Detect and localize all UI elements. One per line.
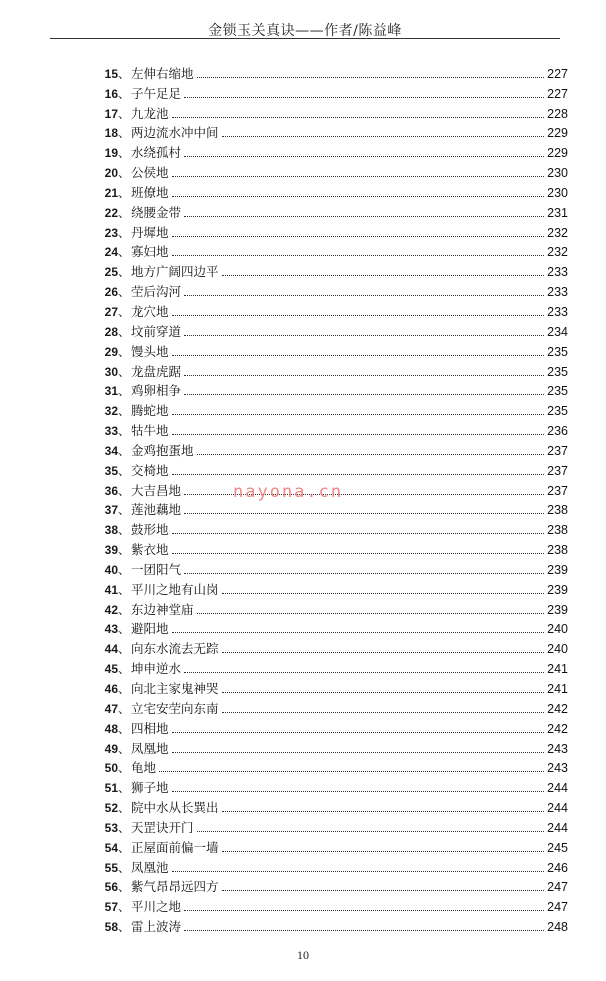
toc-entry-number: 50 <box>104 761 118 776</box>
toc-entry[interactable] <box>88 280 568 300</box>
toc-entry[interactable] <box>88 776 568 796</box>
toc-entry-separator: 、 <box>118 205 131 220</box>
toc-entry-page: 239 <box>547 562 568 577</box>
toc-entry-separator: 、 <box>118 483 131 498</box>
toc-entry[interactable] <box>88 737 568 757</box>
toc-entry-page: 238 <box>547 523 568 538</box>
toc-entry-title: 九龙池 <box>131 105 169 121</box>
toc-entry-number: 25 <box>104 265 118 280</box>
toc-entry[interactable] <box>88 439 568 459</box>
toc-entry-number: 15 <box>104 66 118 81</box>
toc-entry-page: 244 <box>547 820 568 835</box>
toc-entry-number: 18 <box>104 126 118 141</box>
toc-entry-page: 240 <box>547 642 568 657</box>
toc-entry-separator: 、 <box>118 424 131 439</box>
toc-entry-separator: 、 <box>118 761 131 776</box>
toc-dot-leader <box>172 434 545 435</box>
toc-entry-separator: 、 <box>118 166 131 181</box>
toc-entry-number: 42 <box>104 602 118 617</box>
toc-dot-leader <box>159 771 544 772</box>
toc-entry-number: 24 <box>104 245 118 260</box>
toc-entry-page: 227 <box>547 66 568 81</box>
toc-entry[interactable] <box>88 518 568 538</box>
toc-entry-separator: 、 <box>118 582 131 597</box>
toc-entry-separator: 、 <box>118 443 131 458</box>
toc-entry-page: 232 <box>547 225 568 240</box>
toc-entry-separator: 、 <box>118 801 131 816</box>
toc-entry-separator: 、 <box>118 245 131 260</box>
page-number: 10 <box>297 948 309 962</box>
toc-dot-leader <box>172 315 545 316</box>
toc-entry-number: 17 <box>104 106 118 121</box>
toc-entry-title: 坤申逆水 <box>131 661 182 677</box>
toc-entry-title: 地方广阔四边平 <box>131 264 219 280</box>
toc-entry-page: 235 <box>547 384 568 399</box>
toc-entry-number: 53 <box>104 820 118 835</box>
toc-dot-leader <box>184 910 544 911</box>
toc-entry[interactable] <box>88 459 568 479</box>
toc-entry-page: 242 <box>547 721 568 736</box>
toc-entry-number: 21 <box>104 185 118 200</box>
toc-entry-title: 丹墀地 <box>131 224 169 240</box>
toc-entry[interactable] <box>88 637 568 657</box>
toc-dot-leader <box>197 454 545 455</box>
toc-entry[interactable] <box>88 62 568 82</box>
toc-entry-separator: 、 <box>118 503 131 518</box>
toc-entry[interactable] <box>88 558 568 578</box>
toc-entry-page: 248 <box>547 920 568 935</box>
toc-entry[interactable] <box>88 856 568 876</box>
toc-entry-title: 院中水从长巽出 <box>131 800 219 816</box>
toc-dot-leader <box>197 77 545 78</box>
toc-entry-number: 49 <box>104 741 118 756</box>
toc-entry-page: 233 <box>547 285 568 300</box>
toc-entry-separator: 、 <box>118 880 131 895</box>
toc-entry[interactable] <box>88 320 568 340</box>
toc-entry-number: 39 <box>104 543 118 558</box>
toc-entry-title: 两边流水冲中间 <box>131 125 219 141</box>
toc-entry-page: 244 <box>547 781 568 796</box>
toc-dot-leader <box>172 414 545 415</box>
toc-dot-leader <box>172 632 545 633</box>
toc-entry-title: 子午足足 <box>131 85 182 101</box>
toc-entry-separator: 、 <box>118 384 131 399</box>
toc-dot-leader <box>172 752 545 753</box>
toc-dot-leader <box>172 176 545 177</box>
toc-entry[interactable] <box>88 399 568 419</box>
toc-entry-title: 大吉昌地 <box>131 482 182 498</box>
toc-entry-page: 235 <box>547 404 568 419</box>
toc-entry-page: 229 <box>547 126 568 141</box>
toc-entry-title: 凤凰池 <box>131 859 169 875</box>
toc-entry-number: 33 <box>104 424 118 439</box>
toc-entry-separator: 、 <box>118 523 131 538</box>
toc-entry-separator: 、 <box>118 86 131 101</box>
toc-entry-title: 四相地 <box>131 720 169 736</box>
toc-entry-number: 23 <box>104 225 118 240</box>
toc-entry-title: 凤凰地 <box>131 740 169 756</box>
toc-entry-number: 32 <box>104 404 118 419</box>
watermark: nayona.cn <box>233 482 344 502</box>
toc-dot-leader <box>222 712 545 713</box>
toc-entry-title: 天罡诀开门 <box>131 819 194 835</box>
toc-entry-title: 正屋面前偏一墙 <box>131 839 219 855</box>
toc-dot-leader <box>184 375 544 376</box>
toc-entry-separator: 、 <box>118 781 131 796</box>
toc-entry-number: 38 <box>104 523 118 538</box>
toc-dot-leader <box>184 573 544 574</box>
toc-entry-number: 55 <box>104 860 118 875</box>
toc-entry-title: 避阳地 <box>131 621 169 637</box>
toc-entry-separator: 、 <box>118 324 131 339</box>
toc-entry-page: 247 <box>547 880 568 895</box>
toc-entry[interactable] <box>88 757 568 777</box>
toc-entry-number: 29 <box>104 344 118 359</box>
toc-entry[interactable] <box>88 201 568 221</box>
toc-entry-page: 233 <box>547 304 568 319</box>
toc-entry-page: 241 <box>547 682 568 696</box>
toc-entry-separator: 、 <box>118 304 131 319</box>
toc-entry-title: 馒头地 <box>131 343 169 359</box>
toc-entry-title: 绕腰金带 <box>131 204 182 220</box>
toc-entry-number: 41 <box>104 582 118 597</box>
toc-entry-separator: 、 <box>118 860 131 875</box>
toc-entry-number: 37 <box>104 503 118 518</box>
toc-entry-page: 239 <box>547 602 568 617</box>
toc-entry-title: 平川之地 <box>131 899 182 915</box>
toc-dot-leader <box>172 533 545 534</box>
toc-entry-number: 26 <box>104 285 118 300</box>
toc-entry-page: 239 <box>547 582 568 597</box>
toc-entry-separator: 、 <box>118 602 131 617</box>
toc-entry-page: 238 <box>547 503 568 518</box>
toc-dot-leader <box>172 196 545 197</box>
toc-entry-page: 237 <box>547 443 568 458</box>
toc-entry-separator: 、 <box>118 662 131 677</box>
toc-entry[interactable] <box>88 221 568 241</box>
toc-dot-leader <box>222 593 545 594</box>
toc-entry[interactable] <box>88 816 568 836</box>
toc-entry-separator: 、 <box>118 344 131 359</box>
toc-entry-page: 228 <box>547 106 568 121</box>
toc-entry-title: 平川之地有山岗 <box>131 581 219 597</box>
toc-entry-title: 东边神堂庙 <box>131 601 194 617</box>
toc-dot-leader <box>172 791 545 792</box>
toc-entry-page: 230 <box>547 166 568 181</box>
toc-entry[interactable] <box>88 677 568 697</box>
toc-entry-separator: 、 <box>118 562 131 577</box>
toc-entry-title: 雷上波涛 <box>131 919 182 935</box>
toc-entry[interactable] <box>88 578 568 598</box>
toc-entry-title: 茔后沟河 <box>131 284 182 300</box>
toc-entry-title: 龟地 <box>131 760 157 776</box>
toc-entry[interactable] <box>88 102 568 122</box>
toc-entry-number: 35 <box>104 463 118 478</box>
toc-entry[interactable] <box>88 380 568 400</box>
toc-dot-leader <box>222 275 545 276</box>
toc-entry-page: 242 <box>547 701 568 716</box>
toc-entry[interactable] <box>88 717 568 737</box>
toc-entry-number: 16 <box>104 86 118 101</box>
toc-dot-leader <box>197 831 545 832</box>
toc-entry-separator: 、 <box>118 682 131 696</box>
page-header: 金锁玉关真诀——作者/陈益峰 <box>208 23 402 39</box>
toc-entry-separator: 、 <box>118 820 131 835</box>
toc-entry[interactable] <box>88 618 568 638</box>
toc-entry-separator: 、 <box>118 126 131 141</box>
toc-entry-separator: 、 <box>118 920 131 935</box>
toc-entry-title: 龙盘虎踞 <box>131 363 182 379</box>
toc-entry-number: 22 <box>104 205 118 220</box>
toc-entry[interactable] <box>88 876 568 896</box>
toc-dot-leader <box>184 672 544 673</box>
toc-entry-separator: 、 <box>118 66 131 81</box>
toc-entry-number: 57 <box>104 900 118 915</box>
toc-entry-number: 48 <box>104 721 118 736</box>
toc-entry-title: 交椅地 <box>131 462 169 478</box>
toc-entry-page: 238 <box>547 543 568 558</box>
toc-entry[interactable] <box>88 836 568 856</box>
toc-entry-page: 234 <box>547 324 568 339</box>
toc-dot-leader <box>184 216 544 217</box>
toc-entry[interactable] <box>88 260 568 280</box>
toc-entry-number: 58 <box>104 920 118 935</box>
toc-entry-page: 231 <box>547 205 568 220</box>
toc-entry-number: 30 <box>104 364 118 379</box>
toc-entry[interactable] <box>88 915 568 935</box>
toc-entry-separator: 、 <box>118 146 131 161</box>
toc-entry-separator: 、 <box>118 701 131 716</box>
toc-entry-number: 20 <box>104 166 118 181</box>
toc-entry[interactable] <box>88 657 568 677</box>
toc-entry-number: 40 <box>104 562 118 577</box>
toc-entry-separator: 、 <box>118 642 131 657</box>
toc-entry-number: 51 <box>104 781 118 796</box>
toc-entry-separator: 、 <box>118 900 131 915</box>
toc-entry-page: 247 <box>547 900 568 915</box>
toc-entry-number: 19 <box>104 146 118 161</box>
toc-dot-leader <box>184 513 544 514</box>
toc-entry-title: 向东水流去无踪 <box>131 641 219 657</box>
toc-entry-title: 鼓形地 <box>131 522 169 538</box>
toc-entry[interactable] <box>88 360 568 380</box>
toc-entry-number: 31 <box>104 384 118 399</box>
toc-dot-leader <box>222 811 545 812</box>
toc-entry-page: 236 <box>547 424 568 439</box>
toc-dot-leader <box>184 335 544 336</box>
toc-entry[interactable] <box>88 796 568 816</box>
toc-entry-page: 246 <box>547 860 568 875</box>
toc-dot-leader <box>172 871 545 872</box>
toc-entry-number: 56 <box>104 880 118 895</box>
toc-entry[interactable] <box>88 419 568 439</box>
toc-entry-number: 47 <box>104 701 118 716</box>
header-divider <box>50 38 560 39</box>
toc-entry-separator: 、 <box>118 840 131 855</box>
toc-entry-separator: 、 <box>118 285 131 300</box>
toc-entry-number: 44 <box>104 642 118 657</box>
toc-entry-number: 46 <box>104 682 118 696</box>
toc-entry-page: 232 <box>547 245 568 260</box>
toc-entry-title: 坟前穿道 <box>131 323 182 339</box>
toc-entry-number: 27 <box>104 304 118 319</box>
toc-entry-title: 狮子地 <box>131 780 169 796</box>
toc-entry[interactable] <box>88 241 568 261</box>
toc-entry-title: 左伸右缩地 <box>131 65 194 81</box>
toc-entry-page: 237 <box>547 463 568 478</box>
toc-entry-number: 36 <box>104 483 118 498</box>
toc-entry[interactable] <box>88 300 568 320</box>
toc-dot-leader <box>222 136 545 137</box>
toc-dot-leader <box>172 117 545 118</box>
toc-entry-page: 233 <box>547 265 568 280</box>
toc-entry-separator: 、 <box>118 721 131 736</box>
toc-entry-separator: 、 <box>118 106 131 121</box>
toc-dot-leader <box>172 553 545 554</box>
toc-dot-leader <box>222 692 545 693</box>
toc-entry-separator: 、 <box>118 543 131 558</box>
toc-entry-separator: 、 <box>118 364 131 379</box>
toc-entry-title: 一团阳气 <box>131 561 182 577</box>
toc-entry-separator: 、 <box>118 741 131 756</box>
toc-entry[interactable] <box>88 697 568 717</box>
toc-entry[interactable] <box>88 538 568 558</box>
toc-dot-leader <box>184 156 544 157</box>
toc-entry-page: 229 <box>547 146 568 161</box>
toc-entry[interactable] <box>88 82 568 102</box>
toc-entry-page: 243 <box>547 741 568 756</box>
toc-entry-separator: 、 <box>118 404 131 419</box>
toc-dot-leader <box>172 732 545 733</box>
toc-entry[interactable] <box>88 181 568 201</box>
toc-entry[interactable] <box>88 122 568 142</box>
toc-entry-title: 寡妇地 <box>131 244 169 260</box>
toc-entry-title: 紫气昂昂远四方 <box>131 879 219 895</box>
toc-entry-page: 230 <box>547 185 568 200</box>
toc-dot-leader <box>184 295 544 296</box>
toc-dot-leader <box>184 930 544 931</box>
toc-dot-leader <box>222 851 545 852</box>
toc-entry-title: 牯牛地 <box>131 423 169 439</box>
toc-dot-leader <box>172 255 545 256</box>
toc-entry-title: 公侯地 <box>131 165 169 181</box>
toc-entry[interactable] <box>88 895 568 915</box>
toc-entry-title: 向北主家鬼神哭 <box>131 681 219 696</box>
toc-entry-page: 237 <box>547 483 568 498</box>
toc-entry-title: 莲池藕地 <box>131 502 182 518</box>
toc-entry-separator: 、 <box>118 622 131 637</box>
toc-entry-number: 45 <box>104 662 118 677</box>
toc-entry-page: 243 <box>547 761 568 776</box>
toc-dot-leader <box>197 613 545 614</box>
toc-entry-title: 紫衣地 <box>131 542 169 558</box>
toc-entry-title: 鸡卵相争 <box>131 383 182 399</box>
toc-dot-leader <box>184 394 544 395</box>
toc-entry[interactable] <box>88 340 568 360</box>
toc-entry-separator: 、 <box>118 225 131 240</box>
toc-entry-page: 241 <box>547 662 568 677</box>
toc-entry-page: 244 <box>547 801 568 816</box>
toc-entry-separator: 、 <box>118 265 131 280</box>
toc-dot-leader <box>222 652 545 653</box>
toc-dot-leader <box>222 890 545 891</box>
toc-entry-number: 28 <box>104 324 118 339</box>
toc-dot-leader <box>184 97 544 98</box>
toc-entry-separator: 、 <box>118 185 131 200</box>
toc-entry-page: 240 <box>547 622 568 637</box>
toc-dot-leader <box>172 474 545 475</box>
toc-entry-title: 龙穴地 <box>131 303 169 319</box>
toc-entry-page: 235 <box>547 344 568 359</box>
toc-entry-number: 54 <box>104 840 118 855</box>
toc-entry-number: 34 <box>104 443 118 458</box>
toc-entry-title: 立宅安茔向东南 <box>131 700 219 716</box>
toc-entry-title: 腾蛇地 <box>131 403 169 419</box>
toc-entry-page: 245 <box>547 840 568 855</box>
toc-entry-title: 水绕孤村 <box>131 145 182 161</box>
toc-entry[interactable] <box>88 598 568 618</box>
toc-entry-separator: 、 <box>118 463 131 478</box>
toc-entry-title: 班僚地 <box>131 184 169 200</box>
toc-dot-leader <box>172 355 545 356</box>
toc-entry-number: 43 <box>104 622 118 637</box>
toc-entry-number: 52 <box>104 801 118 816</box>
toc-entry-title: 金鸡抱蛋地 <box>131 442 194 458</box>
toc-dot-leader <box>172 236 545 237</box>
toc-entry-page: 235 <box>547 364 568 379</box>
toc-entry[interactable] <box>88 161 568 181</box>
toc-entry-page: 227 <box>547 86 568 101</box>
toc-entry[interactable] <box>88 141 568 161</box>
